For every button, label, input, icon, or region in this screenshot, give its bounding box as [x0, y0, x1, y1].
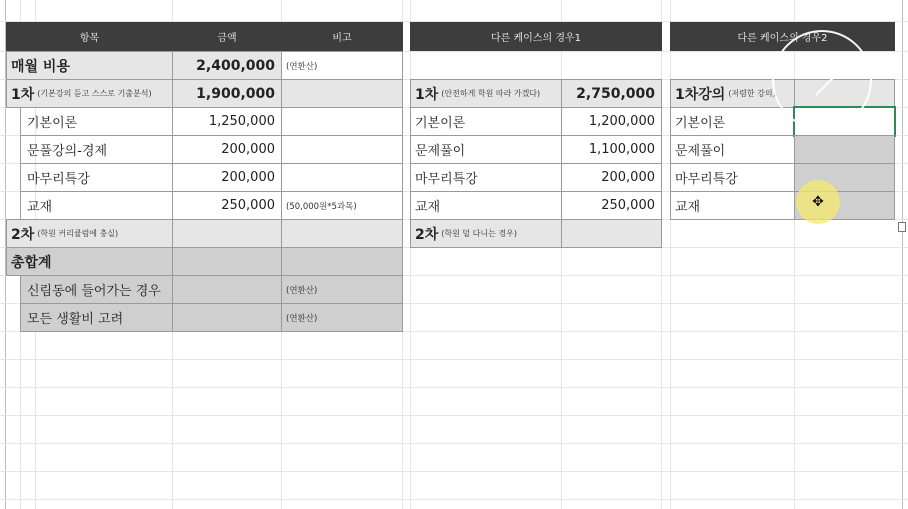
header-note[interactable]: 비고 — [281, 22, 403, 51]
second-stage-label[interactable] — [6, 219, 173, 248]
case1-row-label[interactable]: 마무리특강 — [410, 163, 562, 192]
row-label[interactable]: 교재 — [20, 191, 173, 220]
grid-row-line — [0, 359, 908, 360]
case2-first-title: 1차강의 — [675, 86, 726, 103]
case2-first-subtitle: (저렴한 강의) — [728, 89, 776, 98]
case1-row-amount[interactable]: 250,000 — [561, 191, 662, 220]
case1-second-amount[interactable] — [561, 219, 662, 248]
grid-row-line — [0, 499, 908, 500]
total-row-label[interactable]: 신림동에 들어가는 경우 — [20, 275, 173, 304]
total-label[interactable]: 총합계 — [6, 247, 173, 276]
grid-col-line — [410, 0, 411, 509]
row-note[interactable]: (50,000원*5과목) — [281, 191, 403, 220]
row-amount[interactable]: 250,000 — [172, 191, 282, 220]
case1-row-label[interactable]: 문제풀이 — [410, 135, 562, 164]
case1-first-subtitle: (안전하게 학원 따라 가겠다) — [441, 89, 541, 98]
grid-row-line — [0, 443, 908, 444]
total-note[interactable] — [281, 247, 403, 276]
total-row-note[interactable]: (연환산) — [281, 303, 403, 332]
row-amount[interactable]: 200,000 — [172, 135, 282, 164]
case1-row-label[interactable]: 교재 — [410, 191, 562, 220]
first-stage-label[interactable] — [6, 79, 173, 108]
monthly-cost-label[interactable]: 매월 비용 — [6, 51, 173, 80]
first-stage-subtitle: (기본강의 듣고 스스로 기출분석) — [37, 89, 152, 98]
case2-header[interactable]: 다른 케이스의 경우2 — [670, 22, 895, 51]
case1-header[interactable]: 다른 케이스의 경우1 — [410, 22, 662, 51]
case1-first-title: 1차 — [415, 86, 439, 103]
row-amount[interactable]: 200,000 — [172, 163, 282, 192]
case1-second-subtitle: (학원 덜 다니는 경우) — [441, 229, 517, 238]
case1-row-label[interactable]: 기본이론 — [410, 107, 562, 136]
row-amount[interactable]: 1,250,000 — [172, 107, 282, 136]
row-label[interactable]: 문풀강의-경제 — [20, 135, 173, 164]
second-stage-amount[interactable] — [172, 219, 282, 248]
loading-ring-overlay — [772, 30, 872, 130]
row-note[interactable] — [281, 107, 403, 136]
row-label[interactable]: 기본이론 — [20, 107, 173, 136]
case1-row-amount[interactable]: 1,100,000 — [561, 135, 662, 164]
cursor-highlight — [796, 180, 840, 224]
sheet-right-border — [902, 0, 903, 509]
header-amount[interactable]: 금액 — [172, 22, 282, 51]
case2-row-label[interactable]: 마무리특강 — [670, 163, 795, 192]
total-row-note[interactable]: (연환산) — [281, 275, 403, 304]
total-row-label[interactable]: 모든 생활비 고려 — [20, 303, 173, 332]
header-item[interactable]: 항목 — [6, 22, 173, 51]
second-stage-subtitle: (학원 커리큘럼에 충실) — [37, 229, 119, 238]
second-stage-title: 2차 — [11, 226, 35, 243]
monthly-cost-amount[interactable]: 2,400,000 — [172, 51, 282, 80]
total-amount[interactable] — [172, 247, 282, 276]
case2-row-label[interactable]: 교재 — [670, 191, 795, 220]
cell-select-cursor-icon: ✥ — [812, 194, 824, 210]
row-note[interactable] — [281, 163, 403, 192]
case1-row-amount[interactable]: 200,000 — [561, 163, 662, 192]
monthly-cost-note[interactable]: (연환산) — [281, 51, 403, 80]
total-row-amount[interactable] — [172, 275, 282, 304]
first-stage-title: 1차 — [11, 86, 35, 103]
autofill-options-handle[interactable] — [898, 222, 906, 232]
first-stage-note[interactable] — [281, 79, 403, 108]
total-row-amount[interactable] — [172, 303, 282, 332]
case2-row-amount[interactable] — [794, 135, 895, 164]
grid-row-line — [0, 387, 908, 388]
case1-second-label[interactable] — [410, 219, 562, 248]
first-stage-amount[interactable]: 1,900,000 — [172, 79, 282, 108]
case1-row-amount[interactable]: 1,200,000 — [561, 107, 662, 136]
case1-second-title: 2차 — [415, 226, 439, 243]
case2-row-label[interactable]: 문제풀이 — [670, 135, 795, 164]
grid-row-line — [0, 415, 908, 416]
grid-col-line — [661, 0, 662, 509]
grid-row-line — [0, 471, 908, 472]
row-label[interactable]: 마무리특강 — [20, 163, 173, 192]
second-stage-note[interactable] — [281, 219, 403, 248]
case2-row-label[interactable]: 기본이론 — [670, 107, 795, 136]
case1-first-label[interactable] — [410, 79, 562, 108]
row-note[interactable] — [281, 135, 403, 164]
grid-col-line — [561, 0, 562, 509]
grid-col-line — [670, 0, 671, 509]
case1-first-amount[interactable]: 2,750,000 — [561, 79, 662, 108]
